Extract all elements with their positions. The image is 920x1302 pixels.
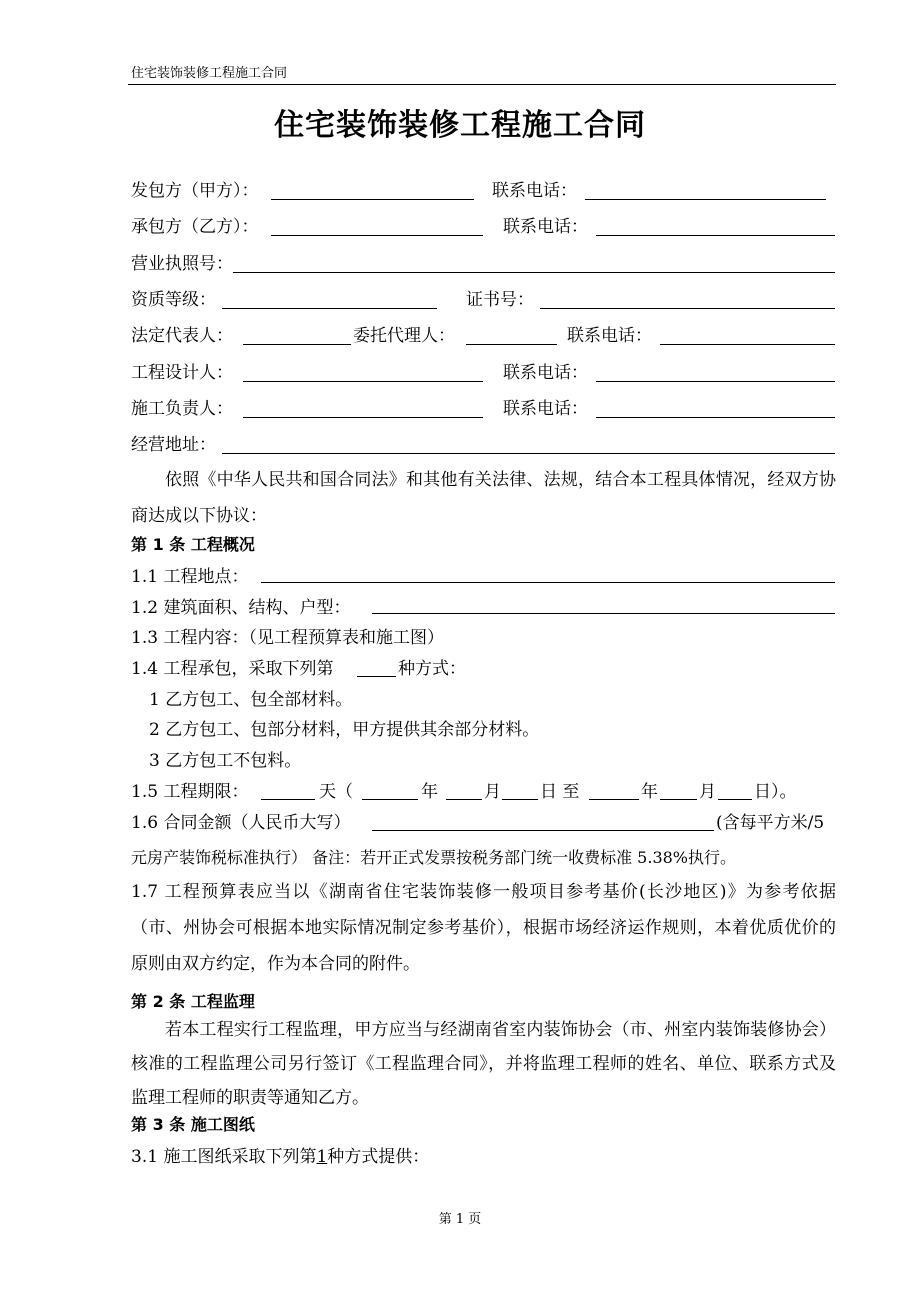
contractor-field[interactable] bbox=[271, 235, 483, 236]
item-3-1 bbox=[131, 1146, 429, 1168]
address-field[interactable] bbox=[222, 453, 835, 454]
item-1-6-rate: (含每平方米/5 bbox=[716, 813, 825, 833]
item-1-5-label: 1.5 工程期限： bbox=[131, 782, 249, 802]
item-1-5-day: 天（ bbox=[319, 782, 353, 802]
designer-label: 工程设计人： bbox=[131, 363, 233, 383]
end-day-field[interactable] bbox=[718, 799, 752, 800]
drawing-mode-number: 1 bbox=[316, 1147, 328, 1167]
contractor-phone-field[interactable] bbox=[596, 235, 835, 236]
article-3-heading: 第 3 条 施工图纸 bbox=[131, 1115, 255, 1134]
intro-paragraph: 依照《中华人民共和国合同法》和其他有关法律、法规，结合本工程具体情况，经双方协商达成以下协议： bbox=[131, 470, 836, 526]
days-field[interactable] bbox=[261, 799, 315, 800]
document-title: 住宅装饰装修工程施工合同 bbox=[274, 108, 646, 143]
designer-field[interactable] bbox=[243, 381, 483, 382]
contract-mode-field[interactable] bbox=[357, 676, 396, 677]
contractor-phone-label: 联系电话： bbox=[503, 217, 588, 237]
page-number: 第 1 页 bbox=[438, 1212, 482, 1227]
license-field[interactable] bbox=[233, 272, 835, 273]
agent-phone-label: 联系电话： bbox=[567, 326, 652, 346]
item-1-3: 1.3 工程内容：（见工程预算表和施工图） bbox=[131, 628, 444, 648]
manager-phone-field[interactable] bbox=[596, 417, 835, 418]
item-1-5-day1: 日 至 bbox=[540, 782, 580, 802]
option-1: 1 乙方包工、包全部材料。 bbox=[149, 690, 353, 710]
employer-field[interactable] bbox=[271, 199, 474, 200]
legal-rep-label: 法定代表人： bbox=[131, 326, 233, 346]
address-label: 经营地址： bbox=[131, 435, 216, 455]
employer-phone-field[interactable] bbox=[585, 199, 826, 200]
item-3-1-suffix: 种方式提供： bbox=[327, 1147, 430, 1167]
employer-phone-label: 联系电话： bbox=[492, 181, 577, 201]
article-1-heading: 第 1 条 工程概况 bbox=[131, 535, 255, 554]
option-2: 2 乙方包工、包部分材料，甲方提供其余部分材料。 bbox=[149, 720, 540, 740]
item-3-1-label: 3.1 施工图纸采取下列第 bbox=[131, 1147, 317, 1167]
agent-field[interactable] bbox=[466, 344, 557, 345]
end-year-field[interactable] bbox=[589, 799, 639, 800]
item-1-5-month1: 月 bbox=[484, 782, 501, 802]
qualification-field[interactable] bbox=[222, 308, 437, 309]
start-month-field[interactable] bbox=[446, 799, 482, 800]
item-1-5-day2: 日）。 bbox=[754, 782, 797, 802]
site-location-field[interactable] bbox=[261, 582, 835, 583]
item-1-7: 1.7 工程预算表应当以《湖南省住宅装饰装修一般项目参考基价(长沙地区)》为参考依据（市、州协会可根据本地实际情况制定参考基价），根据市场经济运作规则，本着优质优价的原则由双方约定，作为本合同的附件。 bbox=[131, 882, 836, 974]
item-1-5-year2: 年 bbox=[641, 782, 658, 802]
legal-rep-field[interactable] bbox=[243, 344, 351, 345]
article-2-heading: 第 2 条 工程监理 bbox=[131, 992, 255, 1011]
option-3: 3 乙方包工不包料。 bbox=[149, 751, 302, 771]
manager-label: 施工负责人： bbox=[131, 399, 233, 419]
end-month-field[interactable] bbox=[660, 799, 697, 800]
manager-phone-label: 联系电话： bbox=[503, 399, 588, 419]
certificate-label: 证书号： bbox=[466, 290, 534, 310]
item-1-5-year1: 年 bbox=[421, 782, 438, 802]
license-label: 营业执照号： bbox=[131, 254, 233, 274]
article-2-body: 若本工程实行工程监理，甲方应当与经湖南省室内装饰协会（市、州室内装饰装修协会）核准的工程监理公司另行签订《工程监理合同》，并将监理工程师的姓名、单位、联系方式及监理工程师的职责等通知乙方。 bbox=[131, 1020, 836, 1108]
item-1-6-note: 元房产装饰税标准执行） 备注：若开正式发票按税务部门统一收费标准 5.38%执行。 bbox=[131, 848, 737, 867]
item-1-6-label: 1.6 合同金额（人民币大写） bbox=[131, 813, 351, 833]
designer-phone-field[interactable] bbox=[596, 381, 835, 382]
qualification-label: 资质等级： bbox=[131, 290, 216, 310]
item-1-1-label: 1.1 工程地点： bbox=[131, 567, 249, 587]
agent-phone-field[interactable] bbox=[660, 344, 835, 345]
start-day-field[interactable] bbox=[502, 799, 538, 800]
item-1-4-suffix: 种方式： bbox=[398, 659, 466, 679]
header-rule bbox=[128, 84, 836, 85]
item-1-2-label: 1.2 建筑面积、结构、户型： bbox=[131, 598, 351, 618]
item-1-5-month2: 月 bbox=[699, 782, 716, 802]
contractor-label: 承包方（乙方）： bbox=[131, 217, 259, 237]
running-header: 住宅装饰装修工程施工合同 bbox=[131, 66, 288, 81]
manager-field[interactable] bbox=[243, 417, 483, 418]
agent-label: 委托代理人： bbox=[353, 326, 455, 346]
item-1-4-label: 1.4 工程承包，采取下列第 bbox=[131, 659, 334, 679]
employer-label: 发包方（甲方）： bbox=[131, 181, 259, 201]
certificate-field[interactable] bbox=[540, 308, 835, 309]
contract-amount-field[interactable] bbox=[372, 830, 714, 831]
start-year-field[interactable] bbox=[362, 799, 418, 800]
designer-phone-label: 联系电话： bbox=[503, 363, 588, 383]
area-structure-field[interactable] bbox=[372, 613, 835, 614]
